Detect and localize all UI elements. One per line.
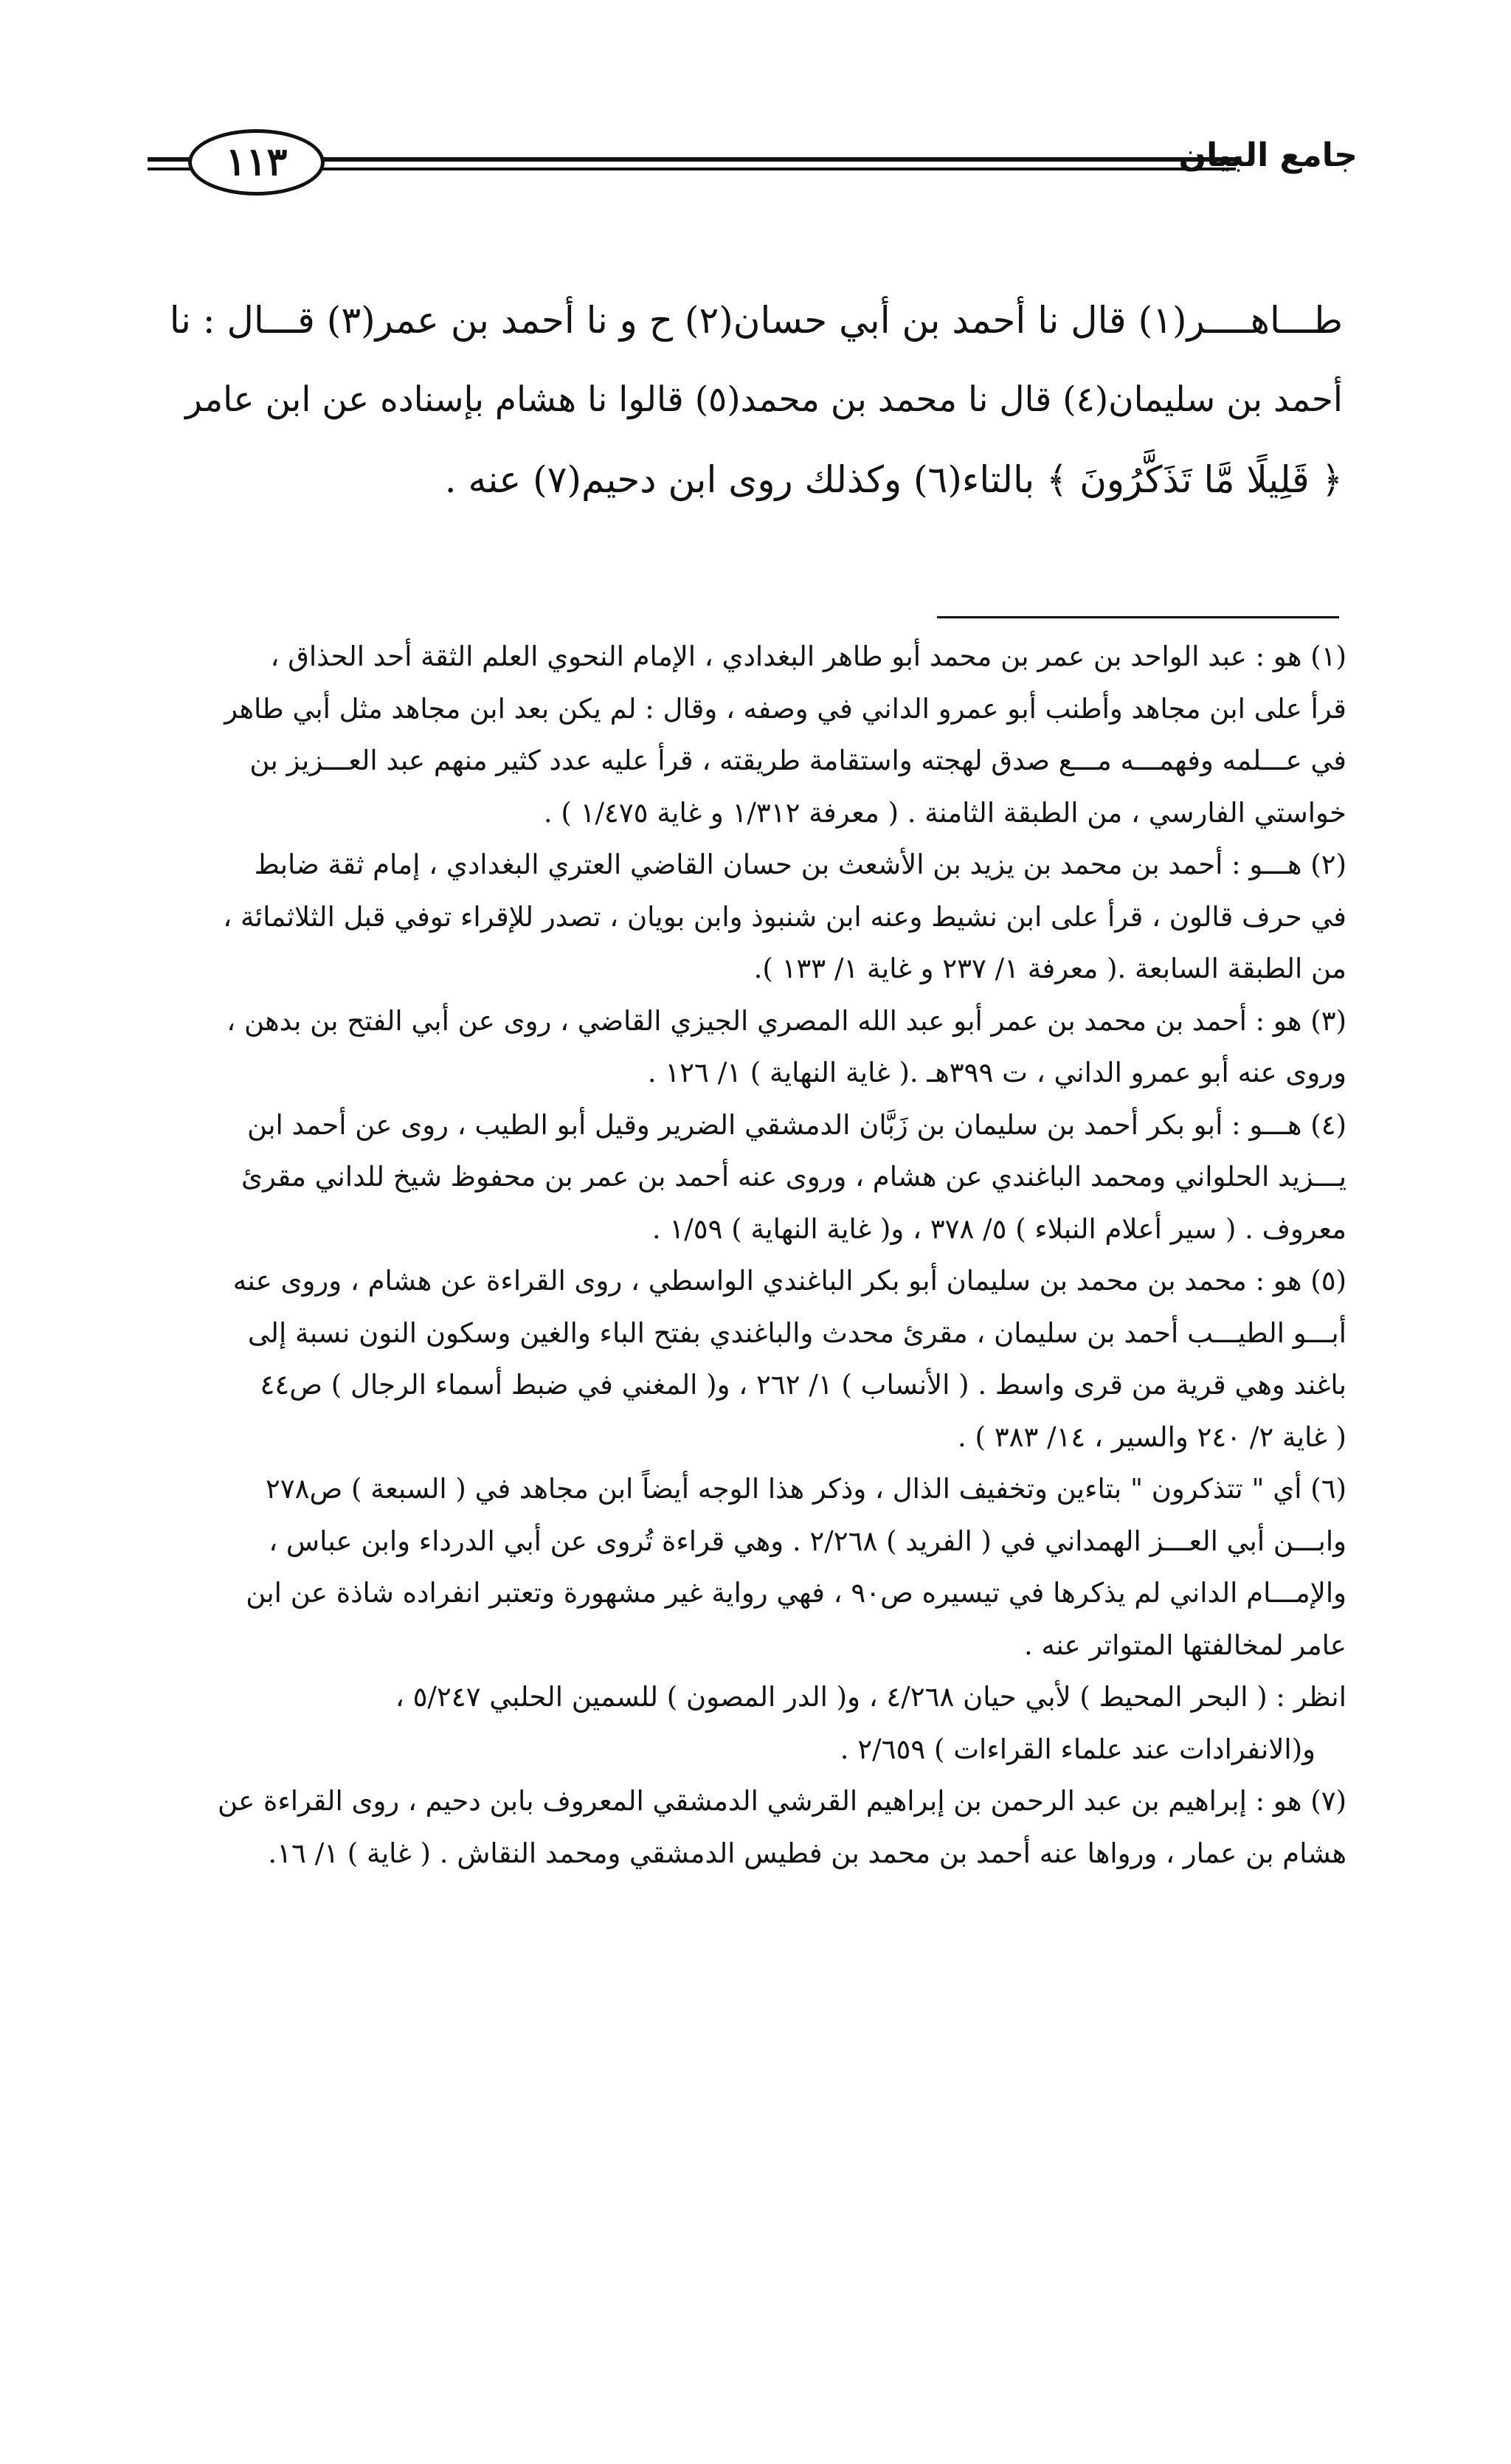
header-rule-left — [148, 157, 192, 170]
footnote-3 — [166, 995, 1346, 1100]
main-line: طـــاهــــر(١) قال نا أحمد بن أبي حسان(٢) ح و نا أحمد بن عمر(٣) قـــال : نا — [169, 299, 1343, 342]
footnote-line: ( غاية ٢/ ٢٤٠ والسير ، ١٤/ ٣٨٣ ) . — [957, 1421, 1346, 1453]
footnote-2 — [166, 839, 1346, 995]
main-text — [166, 280, 1343, 520]
footnote-line: عامر لمخالفتها المتواتر عنه . — [1024, 1629, 1346, 1661]
footnote-line: في عـــلمه وفهمـــه مـــع صدق لهجته واستقامة طريقته ، قرأ عليه عدد كثير منهم عبد العـــزيز بن — [249, 745, 1346, 776]
footnote-divider — [937, 616, 1339, 618]
footnote-line: (٦) أي " تتذكرون " بتاءين وتخفيف الذال ، وذكر هذا الوجه أيضاً ابن مجاهد في ( السبعة ) ص٢٧٨ — [265, 1473, 1346, 1505]
main-line: ﴿ قَلِيلًا مَّا تَذَكَّرُونَ ﴾ بالتاء(٦) وكذلك روى ابن دحيم(٧) عنه . — [444, 458, 1343, 501]
page-number: ١١٣ — [188, 129, 325, 196]
footnote-line: (٧) هو : إبراهيم بن عبد الرحمن بن إبراهيم القرشي الدمشقي المعروف بابن دحيم ، روى القراءة عن — [217, 1785, 1346, 1817]
footnote-line: يـــزيد الحلواني ومحمد الباغندي عن هشام ، وروى عنه أحمد بن عمر بن محفوظ شيخ للداني مقرئ — [241, 1161, 1346, 1193]
footnote-line: وابـــن أبي العـــز الهمداني في ( الفريد ) ٢/٢٦٨ . وهي قراءة تُروى عن أبي الدرداء وابن عباس ، — [269, 1525, 1346, 1557]
footnote-line: (٥) هو : محمد بن محمد بن سليمان أبو بكر الباغندي الواسطي ، روى القراءة عن هشام ، وروى عنه — [232, 1265, 1346, 1297]
book-title: جامع البيان — [1178, 137, 1358, 174]
footnote-line: (٢) هـــو : أحمد بن محمد بن يزيد بن الأشعث بن حسان القاضي العتري البغدادي ، إمام ثقة ضابط — [254, 849, 1346, 880]
footnote-4 — [166, 1100, 1346, 1256]
footnote-extra-line: و(الانفرادات عند علماء القراءات ) ٢/٦٥٩ . — [840, 1733, 1315, 1765]
footnote-line: معروف . ( سير أعلام النبلاء ) ٥/ ٣٧٨ ، و( غاية النهاية ) ١/٥٩ . — [651, 1212, 1346, 1245]
footnote-line: (٣) هو : أحمد بن محمد بن عمر أبو عبد الله المصري الجيزي القاضي ، روى عن أبي الفتح بن بدهن ، — [227, 1004, 1346, 1037]
header-rule-right — [321, 157, 1236, 170]
main-line: أحمد بن سليمان(٤) قال نا محمد بن محمد(٥) قالوا نا هشام بإسناده عن ابن عامر — [185, 379, 1343, 420]
footnote-line: وروى عنه أبو عمرو الداني ، ت ٣٩٩هـ .( غاية النهاية ) ١/ ١٢٦ . — [647, 1057, 1346, 1088]
footnote-7 — [166, 1775, 1346, 1880]
footnote-6 — [166, 1463, 1346, 1775]
footnote-line: أبـــو الطيـــب أحمد بن سليمان ، مقرئ محدث والباغندي بفتح الباء والغين وسكون النون نسبة إلى — [247, 1316, 1346, 1349]
footnote-line: من الطبقة السابعة .( معرفة ١/ ٢٣٧ و غاية ١/ ١٣٣ ). — [753, 953, 1346, 984]
footnote-1 — [166, 631, 1346, 839]
footnotes — [166, 631, 1346, 1880]
footnote-line: قرأ على ابن مجاهد وأطنب أبو عمرو الداني في وصفه ، وقال : لم يكن بعد ابن مجاهد مثل أبي طاهر — [224, 692, 1346, 725]
footnote-line: في حرف قالون ، قرأ على ابن نشيط وعنه ابن شنبوذ وابن بويان ، تصدر للإقراء توفي قبل الثلاثمائة ، — [223, 900, 1346, 933]
footnote-line: والإمـــام الداني لم يذكرها في تيسيره ص٩٠ ، فهي رواية غير مشهورة وتعتبر انفراده شاذة عن ابن — [246, 1577, 1346, 1609]
footnote-extra-line: انظر : ( البحر المحيط ) لأبي حيان ٤/٢٦٨ ، و( الدر المصون ) للسمين الحلبي ٥/٢٤٧ ، — [395, 1681, 1346, 1713]
footnote-line: هشام بن عمار ، ورواها عنه أحمد بن محمد بن فطيس الدمشقي ومحمد النقاش . ( غاية ) ١/ ١٦. — [268, 1837, 1346, 1869]
footnote-5 — [166, 1255, 1346, 1463]
footnote-line: (٤) هـــو : أبو بكر أحمد بن سليمان بن زَبَّان الدمشقي الضرير وقيل أبو الطيب ، روى عن أحمد ابن — [247, 1108, 1346, 1141]
page-header — [148, 129, 1358, 210]
footnote-line: (١) هو : عبد الواحد بن عمر بن محمد أبو طاهر البغدادي ، الإمام النحوي العلم الثقة أحد الحذاق ، — [270, 641, 1346, 672]
footnote-line: باغند وهي قرية من قرى واسط . ( الأنساب ) ١/ ٢٦٢ ، و( المغني في ضبط أسماء الرجال ) ص٤٤ — [260, 1369, 1346, 1401]
footnote-line: خواستي الفارسي ، من الطبقة الثامنة . ( معرفة ١/٣١٢ و غاية ١/٤٧٥ ) . — [543, 796, 1346, 829]
